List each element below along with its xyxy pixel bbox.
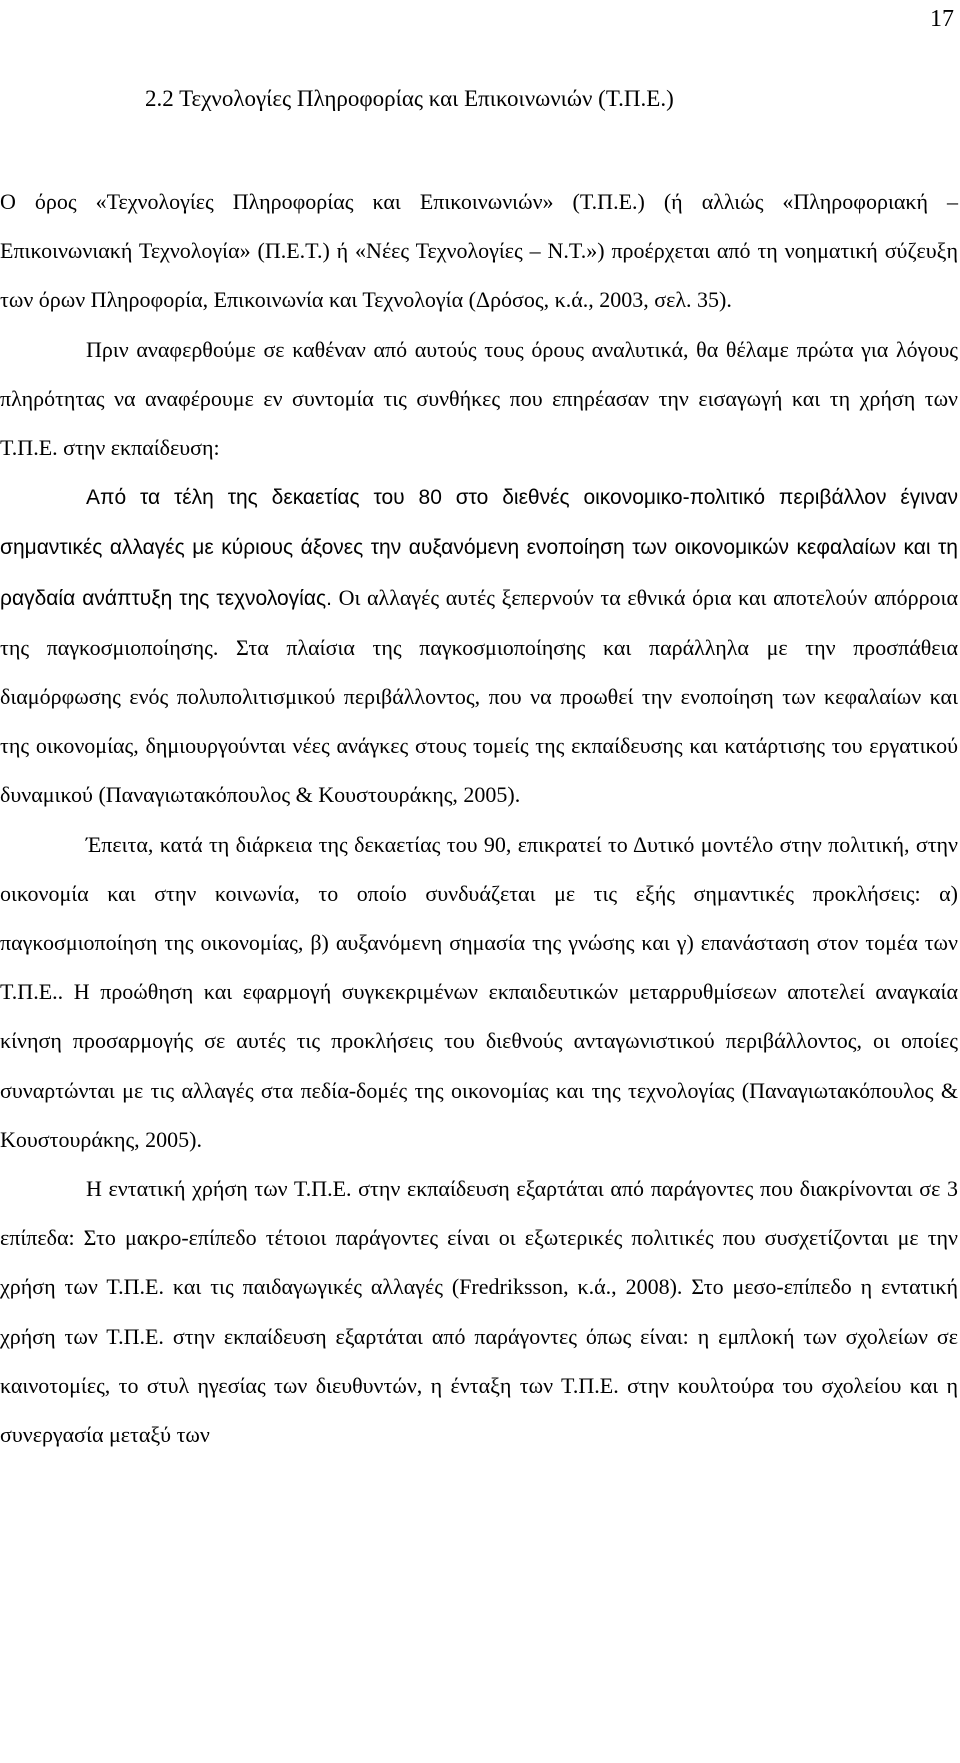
document-body (0, 177, 958, 1459)
paragraph-eighties-serif-part: Οι αλλαγές αυτές ξεπερνούν τα εθνικά όρια και αποτελούν απόρροια της παγκοσμιοποίησης. Στα πλαίσια της παγκοσμιοποίησης και παράλληλα με την προσπάθεια διαμόρφωσης ενός πολυπολιτισμικού περιβάλλοντος, που να προωθεί την ενοποίηση των κεφαλαίων και της οικονομίας, δημιουργούνται νέες ανάγκες στους τομείς της εκπαίδευσης και κατάρτισης του εργατικού δυναμικού (Παναγιωτακόπουλος & Κουστουράκης, 2005). (0, 584, 958, 808)
paragraph-definition: Ο όρος «Τεχνολογίες Πληροφορίας και Επικοινωνιών» (Τ.Π.Ε.) (ή αλλιώς «Πληροφοριακή – Επικοινωνιακή Τεχνολογία» (Π.Ε.Τ.) ή «Νέες Τεχνολογίες – Ν.Τ.») προέρχεται από τη νοηματική σύζευξη των όρων Πληροφορία, Επικοινωνία και Τεχνολογία (Δρόσος, κ.ά., 2003, σελ. 35). (0, 189, 958, 313)
page-number: 17 (930, 6, 954, 32)
paragraph-nineties: Έπειτα, κατά τη διάρκεια της δεκαετίας του 90, επικρατεί το Δυτικό μοντέλο στην πολιτική, στην οικονομία και στην κοινωνία, το οποίο συνδυάζεται με τις εξής σημαντικές προκλήσεις: α) παγκοσμιοποίηση της οικονομίας, β) αυξανόμενη σημασία της γνώσης και γ) επανάσταση στον τομέα των Τ.Π.Ε.. Η προώθηση και εφαρμογή συγκεκριμένων εκπαιδευτικών μεταρρυθμίσεων αποτελεί αναγκαία κίνηση προσαρμογής σε αυτές τις προκλήσεις του διεθνούς ανταγωνιστικού περιβάλλοντος, οι οποίες συναρτώνται με τις αλλαγές στα πεδία-δομές της οικονομίας και της τεχνολογίας (Παναγιωτακόπουλος & Κουστουράκης, 2005). (0, 831, 958, 1152)
paragraph-intensive-use: Η εντατική χρήση των Τ.Π.Ε. στην εκπαίδευση εξαρτάται από παράγοντες που διακρίνονται σε 3 επίπεδα: Στο μακρο-επίπεδο τέτοιοι παράγοντες είναι οι εξωτερικές πολιτικές που συσχετίζονται με την χρήση των Τ.Π.Ε. και τις παιδαγωγικές αλλαγές (Fredriksson, κ.ά., 2008). Στο μεσο-επίπεδο η εντατική χρήση των Τ.Π.Ε. στην εκπαίδευση εξαρτάται από παράγοντες όπως είναι: η εμπλοκή των σχολείων σε καινοτομίες, το στυλ ηγεσίας των διευθυντών, η ένταξη των Τ.Π.Ε. στην κουλτούρα του σχολείου και η συνεργασία μεταξύ των (0, 1176, 958, 1448)
paragraph-eighties-sans-part: Από τα τέλη της δεκαετίας του 80 στο διεθνές οικονομικο-πολιτικό περιβάλλον έγιναν σημαντικές αλλαγές με κύριους άξονες την αυξανόμενη ενοποίηση των οικονομικών κεφαλαίων και τη ραγδαία ανάπτυξη της τεχνολογίας. (0, 486, 958, 610)
paragraph-eighties (0, 472, 958, 819)
section-heading: 2.2 Τεχνολογίες Πληροφορίας και Επικοινωνιών (Τ.Π.Ε.) (145, 86, 674, 111)
paragraph-introduction: Πριν αναφερθούμε σε καθέναν από αυτούς τους όρους αναλυτικά, θα θέλαμε πρώτα για λόγους πληρότητας να αναφέρουμε εν συντομία τις συνθήκες που επηρέασαν την εισαγωγή και τη χρήση των Τ.Π.Ε. στην εκπαίδευση: (0, 336, 958, 461)
